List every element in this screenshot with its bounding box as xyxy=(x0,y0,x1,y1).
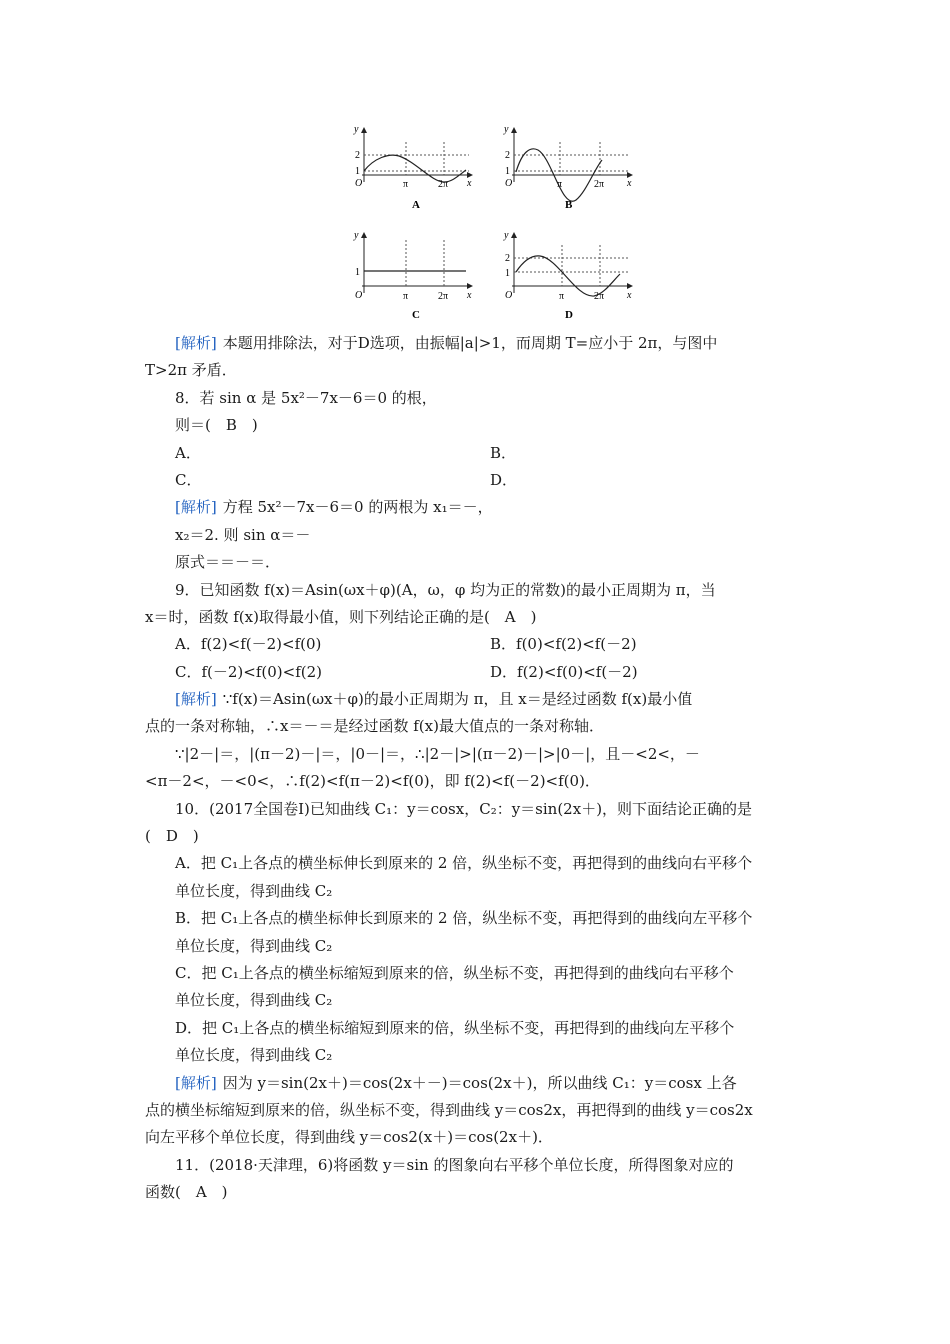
line-text: 点的一条对称轴，∴x＝－＝是经过函数 f(x)最大值点的一条对称轴． xyxy=(145,717,604,736)
text-line xyxy=(145,823,810,850)
graph-panel-c xyxy=(353,230,472,321)
option-right: B．f(0)<f(2)<f(－2) xyxy=(490,635,637,654)
text-line xyxy=(145,1070,810,1097)
text-line xyxy=(145,741,810,768)
line-text: A．把 C₁上各点的横坐标伸长到原来的 2 倍，纵坐标不变，再把得到的曲线向右平移个 xyxy=(175,854,753,873)
text-line xyxy=(145,850,810,877)
panel-a-tick-y-1: 1 xyxy=(355,166,360,177)
document-body xyxy=(145,330,810,1207)
line-text: 本题用排除法，对于D选项，由振幅|a|>1，而周期 T=应小于 2π，与图中 xyxy=(222,334,718,352)
text-line xyxy=(145,933,810,960)
line-text: 向左平移个单位长度，得到曲线 y＝cos2(x＋)＝cos(2x＋)． xyxy=(145,1128,553,1147)
option-right: D． xyxy=(490,470,518,489)
panel-d-origin: O xyxy=(505,290,513,301)
text-line xyxy=(145,905,810,932)
line-text: <π－2<，－<0<，∴f(2)<f(π－2)<f(0)，即 f(2)<f(－2)<f(0)． xyxy=(145,772,600,791)
panel-c-x-label: x xyxy=(467,290,472,301)
panel-b-label: B xyxy=(565,199,573,211)
panel-c-y-label: y xyxy=(354,230,359,241)
text-line xyxy=(145,1179,810,1206)
panel-a-label: A xyxy=(412,199,420,211)
panel-b-x-label: x xyxy=(627,178,632,189)
line-text: ∵f(x)＝Asin(ωx＋φ)的最小正周期为 π，且 x＝是经过函数 f(x)最小值 xyxy=(222,690,693,709)
option-right: D．f(2)<f(0)<f(－2) xyxy=(490,662,638,681)
line-text: B．把 C₁上各点的横坐标伸长到原来的 2 倍，纵坐标不变，再把得到的曲线向左平移个 xyxy=(175,909,753,928)
panel-b-y-label: y xyxy=(504,124,509,135)
analysis-tag: [解析] xyxy=(175,334,217,352)
graph-panel-b xyxy=(503,124,632,211)
option-left: C．f(－2)<f(0)<f(2) xyxy=(175,662,323,681)
text-line xyxy=(145,385,810,412)
text-line xyxy=(145,412,810,439)
panel-a-tick-x-pi: π xyxy=(403,179,409,190)
panel-d-y-label: y xyxy=(504,230,509,241)
panel-d-tick-y-2: 2 xyxy=(505,253,510,264)
text-line xyxy=(145,713,810,740)
line-text: C．把 C₁上各点的横坐标缩短到原来的倍，纵坐标不变，再把得到的曲线向右平移个 xyxy=(175,963,734,982)
text-line xyxy=(145,768,810,795)
panel-a-y-label: y xyxy=(354,124,359,135)
panel-b-tick-x-2pi: 2π xyxy=(594,179,605,190)
line-text: 11．(2018·天津理，6)将函数 y＝sin 的图象向右平移个单位长度，所得图象对应的 xyxy=(175,1155,734,1174)
line-text: 10．(2017全国卷Ⅰ)已知曲线 C₁：y＝cosx，C₂：y＝sin(2x＋)，则下面结论正确的是 xyxy=(175,799,753,818)
text-line xyxy=(145,604,810,631)
text-line xyxy=(145,1042,810,1069)
text-line xyxy=(145,960,810,987)
text-line xyxy=(145,357,810,384)
panel-c-tick-x-2pi: 2π xyxy=(438,291,449,302)
panel-a-origin: O xyxy=(355,178,363,189)
text-line xyxy=(145,659,810,686)
panel-b-tick-y-1: 1 xyxy=(505,166,510,177)
graph-panel-a xyxy=(353,124,472,211)
line-text: 则＝( B ) xyxy=(175,416,258,435)
panel-b-tick-x-pi: π xyxy=(557,179,563,190)
line-text: ∵|2－|＝，|(π－2)－|＝，|0－|＝，∴|2－|>|(π－2)－|>|0－|，且－<2<，－ xyxy=(175,744,700,763)
text-line xyxy=(145,1152,810,1179)
panel-c-tick-x-pi: π xyxy=(403,291,409,302)
analysis-tag: [解析] xyxy=(175,498,217,517)
graph-panel-d xyxy=(503,230,632,321)
option-left: A．f(2)<f(－2)<f(0) xyxy=(175,635,322,654)
panel-b-tick-y-2: 2 xyxy=(505,150,510,161)
analysis-tag: [解析] xyxy=(175,1073,217,1092)
text-line xyxy=(145,577,810,604)
text-line xyxy=(145,549,810,576)
text-line xyxy=(145,1124,810,1151)
panel-d-x-label: x xyxy=(627,290,632,301)
line-text: x＝时，函数 f(x)取得最小值，则下列结论正确的是( A ) xyxy=(145,607,537,626)
line-text: ( D ) xyxy=(145,827,199,846)
text-line xyxy=(145,987,810,1014)
line-text: 点的横坐标缩短到原来的倍，纵坐标不变，得到曲线 y＝cos2x，再把得到的曲线 y＝cos2x xyxy=(145,1100,753,1119)
line-text: 单位长度，得到曲线 C₂ xyxy=(175,881,333,900)
panel-a-tick-x-2pi: 2π xyxy=(438,179,449,190)
option-left: A． xyxy=(175,443,201,462)
text-line xyxy=(145,878,810,905)
line-text: 方程 5x²－7x－6＝0 的两根为 x₁＝－， xyxy=(222,498,493,517)
line-text: x₂＝2. 则 sin α＝－ xyxy=(175,525,311,544)
line-text: 单位长度，得到曲线 C₂ xyxy=(175,936,333,955)
option-left: C． xyxy=(175,470,202,489)
text-line xyxy=(145,631,810,658)
text-line xyxy=(145,522,810,549)
panel-d-label: D xyxy=(565,309,573,321)
graph-options-figure xyxy=(344,120,644,325)
panel-d-tick-x-2pi: 2π xyxy=(594,291,605,302)
text-line xyxy=(145,686,810,713)
line-text: 原式＝＝－＝． xyxy=(175,553,281,572)
text-line xyxy=(145,1097,810,1124)
panel-d-tick-x-pi: π xyxy=(559,291,565,302)
graph-options-svg xyxy=(344,120,644,325)
line-text: 函数( A ) xyxy=(145,1183,228,1202)
text-line xyxy=(145,1015,810,1042)
text-line xyxy=(145,494,810,521)
analysis-tag: [解析] xyxy=(175,690,217,709)
line-text: 因为 y＝sin(2x＋)＝cos(2x＋－)＝cos(2x＋)，所以曲线 C₁：y＝cosx 上各 xyxy=(222,1073,737,1092)
line-text: 单位长度，得到曲线 C₂ xyxy=(175,1046,333,1065)
line-text: 9．已知函数 f(x)＝Asin(ωx＋φ)(A，ω，φ 均为正的常数)的最小正周期为 π，当 xyxy=(175,580,716,599)
option-right: B． xyxy=(490,443,517,462)
panel-c-origin: O xyxy=(355,290,363,301)
text-line xyxy=(145,796,810,823)
panel-c-label: C xyxy=(412,309,420,321)
text-line xyxy=(145,330,810,357)
panel-c-tick-y-1: 1 xyxy=(355,267,360,278)
panel-d-tick-y-1: 1 xyxy=(505,268,510,279)
panel-a-x-label: x xyxy=(467,178,472,189)
line-text: T>2π 矛盾． xyxy=(145,361,237,380)
line-text: 单位长度，得到曲线 C₂ xyxy=(175,991,333,1010)
panel-b-origin: O xyxy=(505,178,513,189)
line-text: D．把 C₁上各点的横坐标缩短到原来的倍，纵坐标不变，再把得到的曲线向左平移个 xyxy=(175,1018,735,1037)
text-line xyxy=(145,467,810,494)
panel-a-tick-y-2: 2 xyxy=(355,150,360,161)
line-text: 8．若 sin α 是 5x²－7x－6＝0 的根， xyxy=(175,388,437,407)
text-line xyxy=(145,440,810,467)
